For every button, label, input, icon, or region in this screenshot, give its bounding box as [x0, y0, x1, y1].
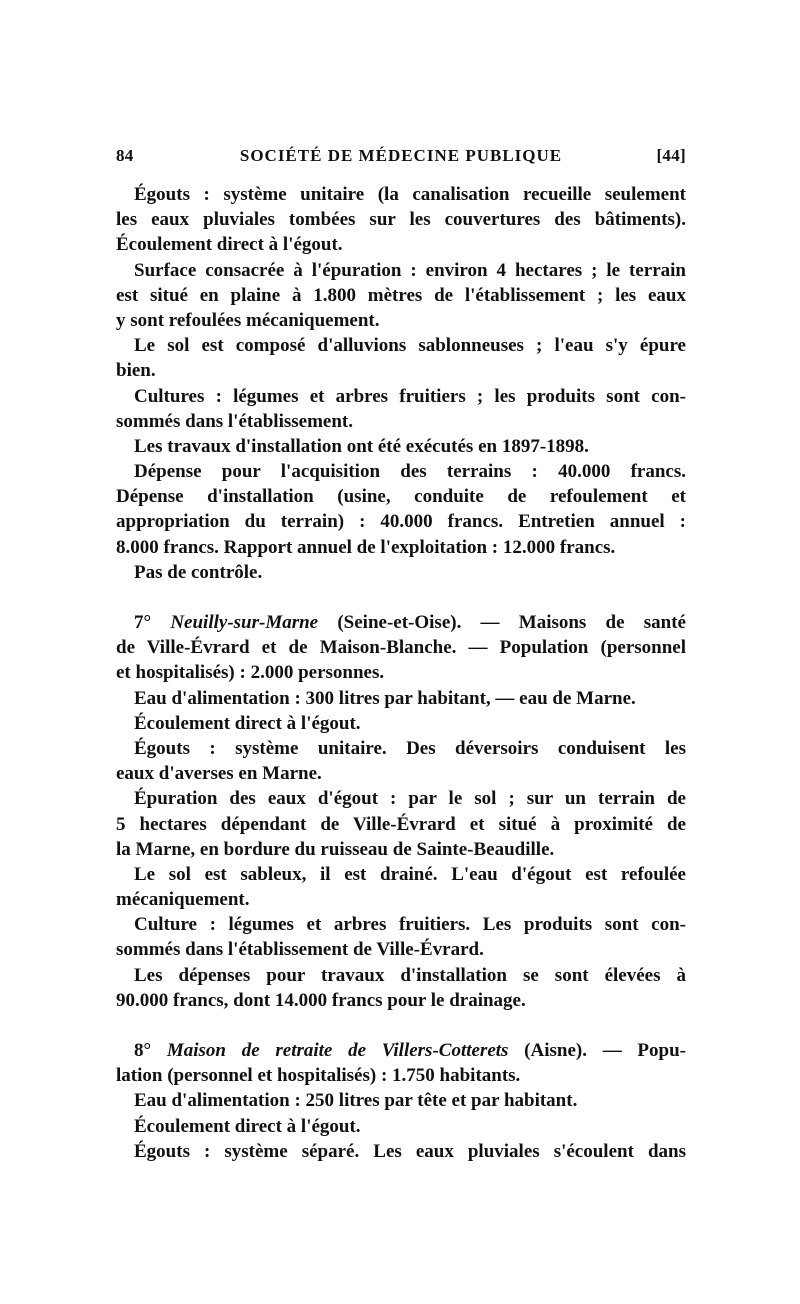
running-head: [116, 146, 686, 172]
text-line: Égouts : système unitaire (la canalisation recueille seulement: [134, 184, 686, 205]
text-line: Égouts : système unitaire. Des déversoirs conduisent les: [134, 737, 686, 759]
text-line: les eaux pluviales tombées sur les couvertures des bâtiments).: [116, 209, 686, 231]
text-line: Les dépenses pour travaux d'installation se sont élevées à: [134, 964, 686, 986]
text-line: Les travaux d'installation ont été exécutés en 1897-1898.: [134, 435, 589, 457]
text-line: Épuration des eaux d'égout : par le sol ; sur un terrain de: [134, 788, 686, 810]
section-heading-rest: (Aisne). — Popu-: [524, 1040, 686, 1061]
text-line: sommés dans l'établissement.: [116, 410, 353, 432]
page-number: 84: [116, 146, 134, 165]
section-number: 8°: [134, 1040, 152, 1061]
section-place: Neuilly-sur-Marne: [170, 612, 319, 633]
section-gap: [116, 1013, 686, 1038]
text-line: Écoulement direct à l'égout.: [134, 712, 361, 734]
text-line: Écoulement direct à l'égout.: [134, 1115, 361, 1137]
text-line: et hospitalisés) : 2.000 personnes.: [116, 662, 385, 684]
text-line: 90.000 francs, dont 14.000 francs pour le drainage.: [116, 989, 526, 1011]
body-text: [116, 182, 686, 1164]
section-8-heading: [116, 1038, 686, 1063]
section-number: 7°: [134, 612, 152, 633]
text-line: Égouts : système séparé. Les eaux pluviales s'écoulent dans: [134, 1140, 686, 1162]
text-line: sommés dans l'établissement de Ville-Évrard.: [116, 939, 484, 961]
text-line: est situé en plaine à 1.800 mètres de l'établissement ; les eaux: [116, 284, 686, 306]
text-line: Écoulement direct à l'égout.: [116, 234, 343, 256]
text-line: Eau d'alimentation : 300 litres par habitant, — eau de Marne.: [134, 687, 636, 709]
text-line: Pas de contrôle.: [134, 561, 263, 583]
section-heading-rest: (Seine-et-Oise). — Maisons de santé: [337, 612, 686, 633]
text-line: Surface consacrée à l'épuration : environ 4 hectares ; le terrain: [134, 259, 686, 281]
text-line: 5 hectares dépendant de Ville-Évrard et situé à proximité de: [116, 813, 686, 835]
text-line: Dépense d'installation (usine, conduite de refoulement et: [116, 486, 686, 508]
text-line: eaux d'averses en Marne.: [116, 763, 322, 785]
text-line: de Ville-Évrard et de Maison-Blanche. — Population (personnel: [116, 637, 686, 659]
text-line: Culture : légumes et arbres fruitiers. Les produits sont con-: [134, 914, 686, 936]
section-gap: [116, 585, 686, 610]
text-line: lation (personnel et hospitalisés) : 1.750 habitants.: [116, 1065, 521, 1087]
section-place: Maison de retraite de Villers-Cotterets: [166, 1040, 509, 1061]
section-ref: [44]: [656, 146, 686, 165]
section-7-heading: [116, 610, 686, 635]
text-line: mécaniquement.: [116, 889, 250, 911]
text-line: Dépense pour l'acquisition des terrains : 40.000 francs.: [134, 461, 686, 483]
text-line: appropriation du terrain) : 40.000 francs. Entretien annuel :: [116, 511, 686, 533]
text-line: Le sol est sableux, il est drainé. L'eau d'égout est refoulée: [134, 863, 686, 885]
running-title: SOCIÉTÉ DE MÉDECINE PUBLIQUE: [239, 146, 563, 165]
text-line: la Marne, en bordure du ruisseau de Sainte-Beaudille.: [116, 838, 555, 860]
text-line: Le sol est composé d'alluvions sablonneuses ; l'eau s'y épure: [134, 335, 686, 357]
text-line: bien.: [116, 360, 156, 382]
text-line: 8.000 francs. Rapport annuel de l'exploitation : 12.000 francs.: [116, 536, 616, 558]
text-line: Cultures : légumes et arbres fruitiers ; les produits sont con-: [134, 385, 686, 407]
text-line: y sont refoulées mécaniquement.: [116, 309, 380, 331]
text-line: Eau d'alimentation : 250 litres par tête et par habitant.: [134, 1090, 578, 1112]
